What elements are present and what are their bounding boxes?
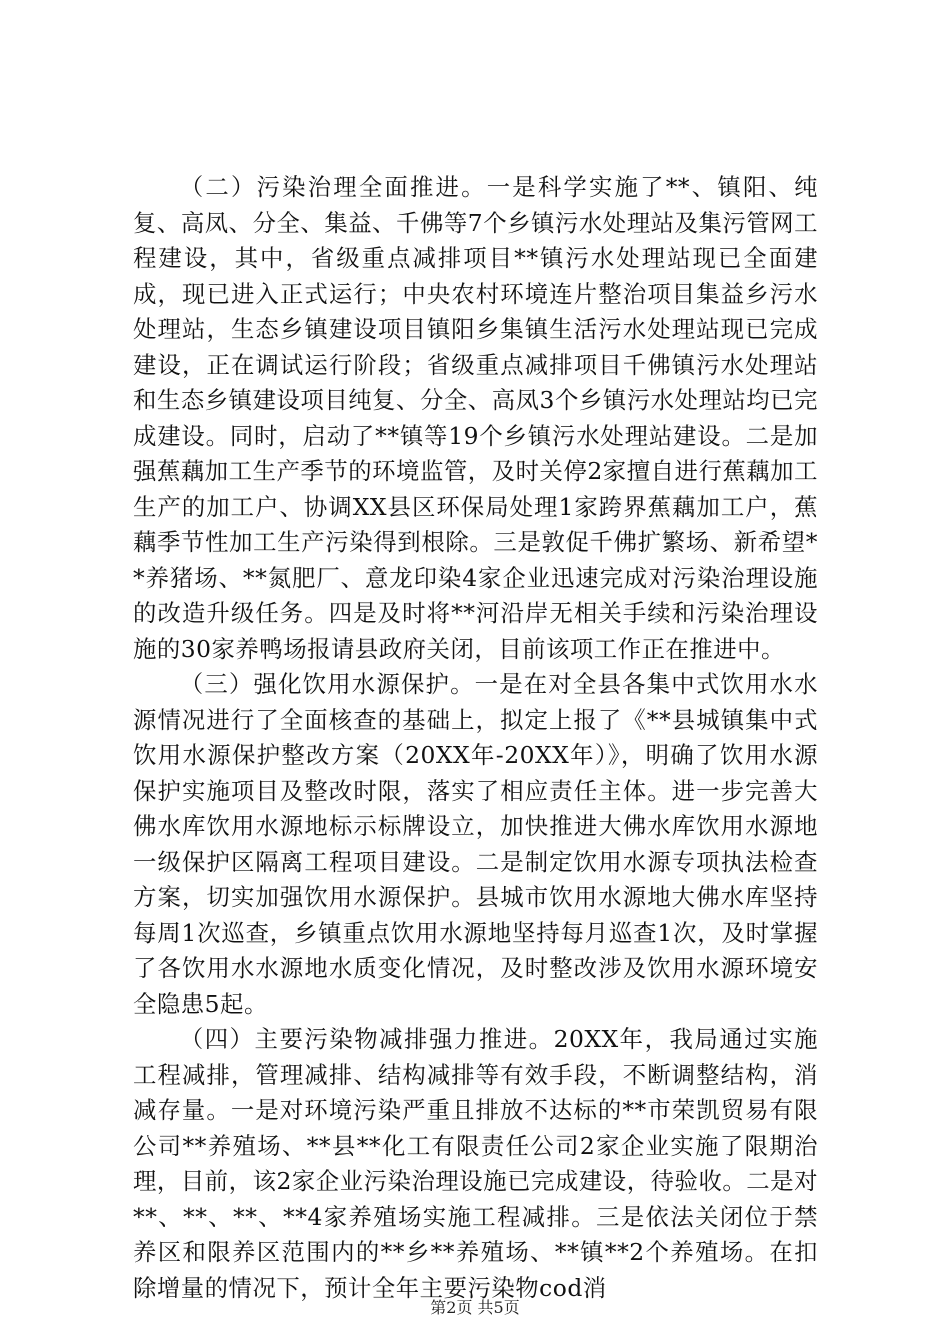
document-body	[133, 170, 818, 1306]
paragraph-emission-reduction: （四）主要污染物减排强力推进。20XX年，我局通过实施工程减排，管理减排、结构减排等有效手段，不断调整结构，消减存量。一是对环境污染严重且排放不达标的**市荣凯贸易有限公司**养殖场、**县**化工有限责任公司2家企业实施了限期治理，目前，该2家企业污染治理设施已完成建设，待验收。二是对**、**、**、**4家养殖场实施工程减排。三是依法关闭位于禁养区和限养区范围内的**乡**养殖场、**镇**2个养殖场。在扣除增量的情况下，预计全年主要污染物cod消	[133, 1025, 818, 1302]
paragraph-pollution-control: （二）污染治理全面推进。一是科学实施了**、镇阳、纯复、高凤、分全、集益、千佛等7个乡镇污水处理站及集污管网工程建设，其中，省级重点减排项目**镇污水处理站现已全面建成，现已进入正式运行；中央农村环境连片整治项目集益乡污水处理站，生态乡镇建设项目镇阳乡集镇生活污水处理站现已完成建设，正在调试运行阶段；省级重点减排项目千佛镇污水处理站和生态乡镇建设项目纯复、分全、高凤3个乡镇污水处理站均已完成建设。同时，启动了**镇等19个乡镇污水处理站建设。二是加强蕉藕加工生产季节的环境监管，及时关停2家擅自进行蕉藕加工生产的加工户、协调XX县区环保局处理1家跨界蕉藕加工户，蕉藕季节性加工生产污染得到根除。三是敦促千佛扩繁场、新希望**养猪场、**氮肥厂、意龙印染4家企业迅速完成对污染治理设施的改造升级任务。四是及时将**河沿岸无相关手续和污染治理设施的30家养鸭场报请县政府关闭，目前该项工作正在推进中。	[133, 173, 818, 663]
page-footer: 第2页 共5页	[430, 1298, 520, 1317]
paragraph-drinking-water-protection: （三）强化饮用水源保护。一是在对全县各集中式饮用水水源情况进行了全面核查的基础上，拟定上报了《**县城镇集中式饮用水源保护整改方案（20XX年-20XX年）》，明确了饮用水源保护实施项目及整改时限，落实了相应责任主体。进一步完善大佛水库饮用水源地标示标牌设立，加快推进大佛水库饮用水源地一级保护区隔离工程项目建设。二是制定饮用水源专项执法检查方案，切实加强饮用水源保护。县城市饮用水源地大佛水库坚持每周1次巡查，乡镇重点饮用水源地坚持每月巡查1次，及时掌握了各饮用水水源地水质变化情况，及时整改涉及饮用水源环境安全隐患5起。	[133, 670, 818, 1018]
